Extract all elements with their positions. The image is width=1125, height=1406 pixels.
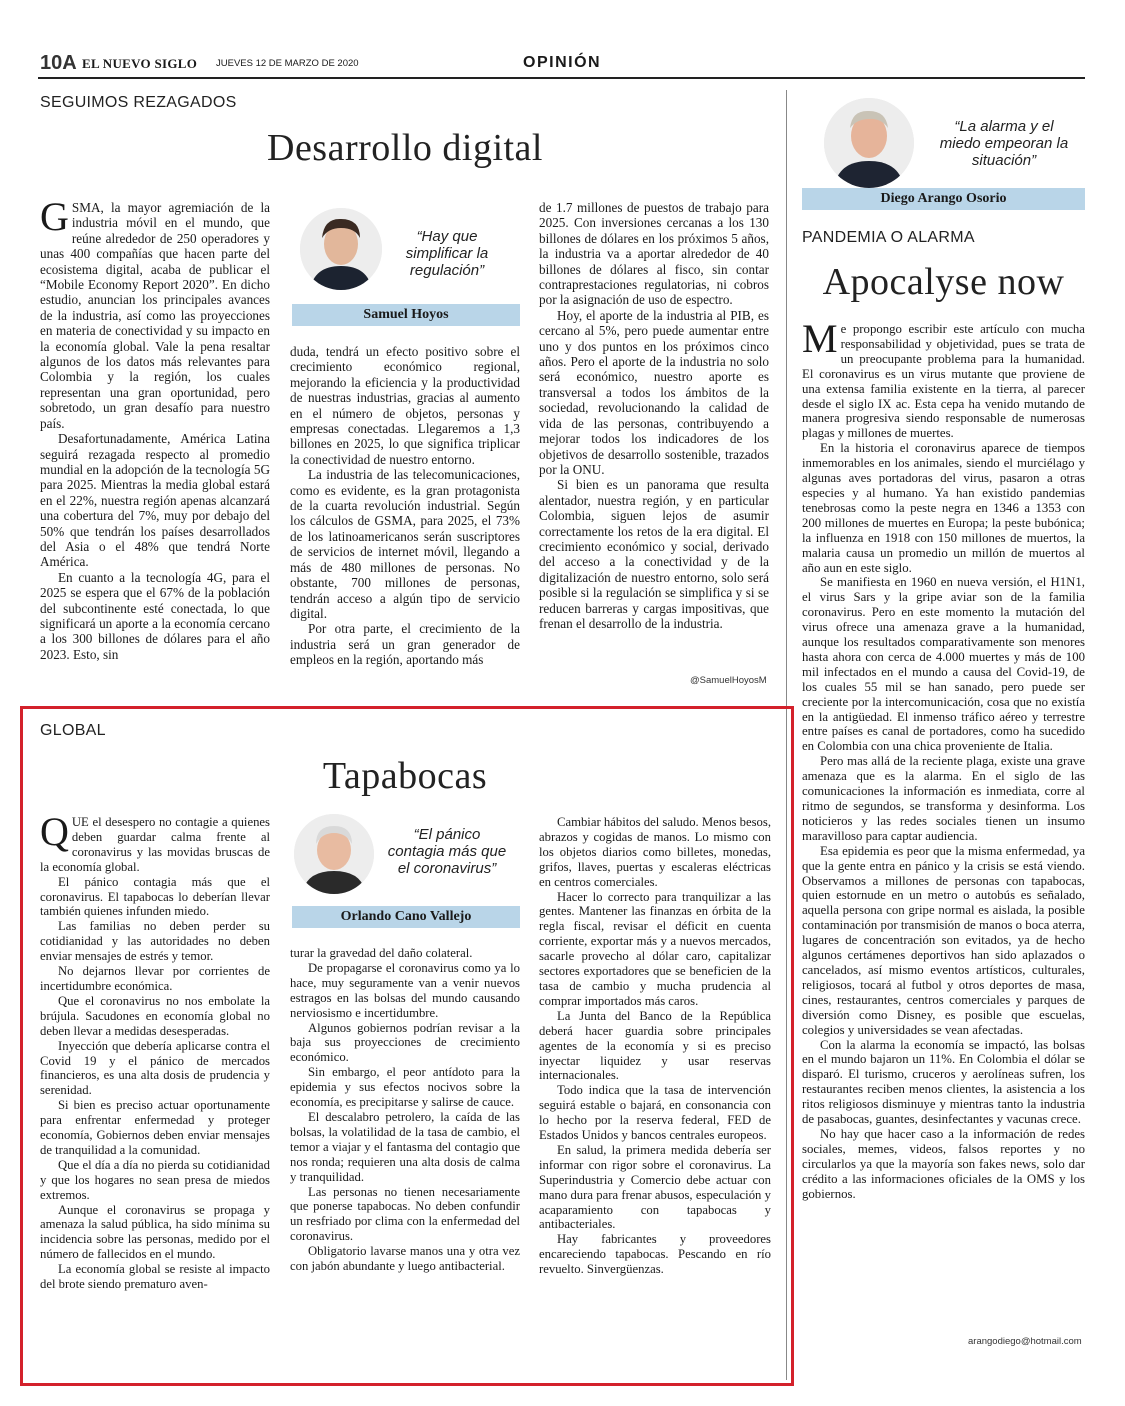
pull-quote: “Hay que simplificar la regulación” (405, 228, 489, 279)
paragraph: En cuanto a la tecnología 4G, para el 2025 se espera que el 67% de la población del subcontinente esté conectada, lo que significará un aporte a la economía cercano a los 300 billones de dólares para el año 2023. Esto, sin (40, 569, 270, 662)
author-photo (294, 814, 374, 894)
newspaper-name: EL NUEVO SIGLO (82, 56, 198, 71)
article1-col1 (40, 194, 270, 662)
article2-col1 (40, 809, 270, 1292)
paragraph: Con la alarma la economía se impactó, las bolsas en el mundo bajaron un 11%. En Colombia el dólar se disparó. El turismo, cruceros y aerolíneas sufren, los restaurantes reciben menos clientes, la asistencia a los ritos religiosos disminuye y mientras tanto la industria de pasabocas, guantes, desinfectantes y vacunas crece. (802, 1037, 1085, 1127)
paragraph: Desafortunadamente, América Latina seguirá rezagada respecto al promedio mundial en la adopción de la tecnología 5G para 2025. Mientras la media global estará en el 22%, nuestra región apenas alcanzará una cobertura del 7%, muy por debajo del 50% que tendrán los países desarrollados del Asia o el 48% que tendrá Norte América. (40, 431, 270, 570)
paragraph: No hay que hacer caso a la información de redes sociales, memes, videos, falsos reportes y no circularlos ya que la mayoría son fakes news, solo dar crédito a las informaciones oficiales de la OMS y los gobiernos. (802, 1126, 1085, 1201)
article1-col3 (539, 200, 769, 631)
paragraph: Que el coronavirus no nos embolate la brújula. Sacudones en economía global no deben llevar a medidas desesperadas. (40, 993, 270, 1038)
paragraph: Esa epidemia es peor que la misma enfermedad, ya que la gente entra en pánico y la crisis se está viendo. Observamos a millones de personas con tapabocas, quien estornude en un metro o autobús es señalado, aquella persona con gripe normal es aislada, la posible contaminación por transmisión de manos o boca aterra, lugares de concentración son evitados, ya de hecho algunos certámenes deportivos han sido aplazados o cancelados, así mismo eventos artísticos, culturales, religiosos, tocará al futbol y otros deportes de masa, cines, restaurantes, centros comerciales y parques de diversión como Disney, es posible que escuelas, colegios y universidades se vean afectadas. (802, 843, 1085, 1037)
paragraph: Hacer lo correcto para tranquilizar a las gentes. Mantener las finanzas en órbita de la regla fiscal, revisar el déficit en cuenta corriente, exportar más y a nuevos mercados, sacarle provecho al dólar caro, capitalizar sectores exportadores que se beneficien de la tasa de cambio y mucha prudencia al comprar importados más caros. (539, 889, 771, 1008)
issue-date: JUEVES 12 DE MARZO DE 2020 (216, 58, 359, 69)
paragraph: La industria de las telecomunicaciones, como es evidente, es la gran protagonista de la cuarta revolución industrial. Según los cálculos de GSMA, para 2025, el 73% de los latinoamericanos serán suscriptores de servicios de internet móvil, llegando a más de 480 millones de personas. No obstante, 700 millones de personas, tendrán acceso a algún tipo de servicio digital. (290, 467, 520, 621)
paragraph: Algunos gobiernos podrían revisar a la baja sus proyecciones de crecimiento económico. (290, 1020, 520, 1065)
pull-quote: “La alarma y el miedo empeoran la situación” (939, 118, 1069, 169)
article3-quote-box (802, 98, 1085, 210)
article1-kicker: SEGUIMOS REZAGADOS (40, 94, 237, 111)
paragraph: La Junta del Banco de la República deberá hacer guardia sobre principales agentes de la economía y si es preciso inyectar liquidez y usar reservas internacionales. (539, 1008, 771, 1083)
paragraph: Me propongo escribir este artículo con mucha responsabilidad y objetividad, pues se trata de un preocupante problema para la humanidad. El coronavirus es un virus mutante que proviene de una extensa familia existente en la tierra, al parecer desde el siglo IX ac. Esta cepa ha venido mutando de manera progresiva siendo responsable de numerosas plagas y millones de muertes. (802, 316, 1085, 441)
paragraph: No dejarnos llevar por corrientes de incertidumbre económica. (40, 964, 270, 993)
article3-signature: arangodiego@hotmail.com (968, 1336, 1082, 1347)
paragraph: turar la gravedad del daño colateral. (290, 946, 473, 960)
paragraph: duda, tendrá un efecto positivo sobre el crecimiento económico regional, mejorando la eficiencia y la productividad de nuestras industrias, gracias al aumento en el número de objetos, personas y empresas conectadas. Llegaremos a 1,3 billones en 2025, lo que significa triplicar la conectividad de nuestro entorno. (290, 344, 520, 467)
paragraph: De propagarse el coronavirus como ya lo hace, muy seguramente van a venir nuevos estragos en las bolsas del mundo causando nerviosismo e incertidumbre. (290, 960, 520, 1020)
paragraph: Las personas no tienen necesariamente que ponerse tapabocas. No deben confundir un resfriado por clima con la enfermedad del coronavirus. (290, 1184, 520, 1244)
paragraph: Cambiar hábitos del saludo. Menos besos, abrazos y cogidas de manos. Lo mismo con los objetos diarios como billetes, monedas, grifos, llaves, puertas y escaleras eléctricas en centros comerciales. (539, 815, 771, 889)
paragraph: Hoy, el aporte de la industria al PIB, es cercano al 5%, pero puede aumentar entre uno y dos puntos en los próximos cinco años. Pero el aporte de la industria no solo será económico, nuestro aporte es transversal a todos los ámbitos de la sociedad, revolucionando la calidad de vida de las personas, contribuyendo a mejorar todos los indicadores de los objetivos de desarrollo sostenible, trazados por la ONU. (539, 307, 769, 477)
article1-signature: @SamuelHoyosM (690, 675, 767, 686)
article1-quote-box (292, 206, 520, 326)
paragraph: Se manifiesta en 1960 en nueva versión, el H1N1, el virus Sars y la gripe aviar son de la familia coronavirus. Pero en este momento la mutación del virus ofrece una amenaza grave a la humanidad, aunque los resultados comparativamente son menores hasta ahora con cerca de 4.000 muertes y más de 100 mil infectados en el mundo a causa del Covid-19, de los cuales 55 mil se han sanado, pero puede ser creciente por la intercomunicación, cosa que no existía en la antigüedad. El inmenso tráfico aéreo y terrestre entre países es canal de portadores, como ha sucedido en Colombia con una chica proveniente de Italia. (802, 575, 1085, 754)
article2-kicker: GLOBAL (40, 722, 106, 739)
author-photo (300, 208, 382, 290)
paragraph: Pero mas allá de la reciente plaga, existe una grave amenaza que es la alarma. En el siglo de las comunicaciones la información es inmediata, corre al ritmo de segundos, se transforma y desinforma. Los noticieros y las redes sociales tienen un insumo maravilloso para captar audiencia. (802, 754, 1085, 843)
article2-col3 (539, 815, 771, 1277)
paragraph: Aunque el coronavirus se propaga y amenaza la salud pública, ha sido mínima su incidencia sobre las personas, medido por el número de fallecidos en el mundo. (40, 1202, 270, 1262)
paragraph: Si bien es un panorama que resulta alentador, nuestra región, y en particular Colombia, siguen lejos de asumir correctamente los retos de la era digital. El crecimiento económico y social, derivado del acceso a la conectividad y de la digitalización de nuestro entorno, solo será posible si la regulación se simplifica y si se reducen barreras y cargas impositivas, que frenan el desarrollo de la industria. (539, 477, 769, 631)
paragraph: Si bien es preciso actuar oportunamente para enfrentar enfermedad y proteger economía, Gobiernos deben enviar mensajes de tranquilidad a la comunidad. (40, 1098, 270, 1157)
article1-col2 (290, 344, 520, 668)
paragraph: El pánico contagia más que el coronavirus. El tapabocas lo deberían llevar también quienes infunden miedo. (40, 874, 270, 919)
paragraph: Hay fabricantes y proveedores encareciendo tapabocas. Pescando en río revuelto. Sinvergüenzas. (539, 1232, 771, 1277)
paragraph: Obligatorio lavarse manos una y otra vez con jabón abundante y luego antibacterial. (290, 1244, 520, 1274)
article3-kicker: PANDEMIA O ALARMA (802, 229, 975, 246)
paragraph: En salud, la primera medida debería ser informar con rigor sobre el coronavirus. La Superindustria y Comercio debe actuar con mano dura para frenar abusos, especulación y acaparamiento con tapabocas y antibacteriales. (539, 1142, 771, 1232)
page-header (40, 52, 1085, 76)
paragraph: de 1.7 millones de puestos de trabajo para 2025. Con inversiones cercanas a los 130 billones de dólares en los próximos 5 años, la industria va a aportar alrededor de 40 billones de dólares al fisco, sin contar contraprestaciones regulatorias, ni cobros por la asignación de uso de espectro. (539, 200, 769, 308)
article3-body (802, 316, 1085, 1201)
dropcap: M (802, 316, 838, 361)
paragraph: Las familias no deben perder su cotidianidad y las autoridades no deben enviar mensajes de estrés y temor. (40, 919, 270, 964)
paragraph: Todo indica que la tasa de intervención seguirá estable o bajará, en consonancia con lo hecho por la reserva federal, FED de Estados Unidos y bancos centrales europeos. (539, 1083, 771, 1143)
paragraph: Que el día a día no pierda su cotidianidad y que los hogares no sean presa de miedos extremos. (40, 1157, 270, 1202)
author-name-bar: Orlando Cano Vallejo (292, 906, 520, 928)
paragraph: En la historia el coronavirus aparece de tiempos inmemorables en los animales, siendo el murciélago y algunas aves portadoras del virus, pasaron a otras especies y al humano. Ya han existido pandemias tenebrosas como la peste negra en 1346 a 1353 con 200 millones de muertes en Europa; la peste bubónica; la influenza en 1918 con 150 millones de muertos, la malaria causa un promedio un millón de muertos al año aun en este siglo. (802, 441, 1085, 575)
header-rule (38, 77, 1085, 79)
article2-col2 (290, 946, 520, 1274)
article2-quote-box (292, 812, 520, 928)
author-photo (824, 98, 914, 188)
paragraph: Inyección que debería aplicarse contra el Covid 19 y el pánico de mercados financieros, es una alta dosis de prudencia y serenidad. (40, 1038, 270, 1098)
article2-headline: Tapabocas (322, 755, 488, 797)
dropcap: Q (40, 809, 69, 854)
author-name-bar: Samuel Hoyos (292, 304, 520, 326)
paragraph: GSMA, la mayor agremiación de la industria móvil en el mundo, que reúne alrededor de 250 operadores y unas 400 compañías que hacen parte del ecosistema digital, acaba de publicar el “Mobile Economy Report 2020”. En dicho estudio, anuncian los principales avances de la industria, así como las proyecciones en materia de conectividad y su impacto en la economía global. Vale la pena resaltar algunos de los datos más relevantes para Colombia y la región, los cuales representan una gran oportunidad, pero sobretodo, un gran desafío para nuestro país. (40, 194, 270, 431)
paragraph: Por otra parte, el crecimiento de la industria será un gran generador de empleos en la región, aportando más (290, 621, 520, 668)
dropcap: G (40, 194, 69, 239)
paragraph: Sin embargo, el peor antídoto para la epidemia y sus efectos nocivos sobre la economía, es precipitarse y salirse de cauce. (290, 1065, 520, 1110)
page-number: 10A (40, 52, 77, 74)
section-name: OPINIÓN (523, 54, 602, 71)
article3-headline: Apocalyse now (822, 261, 1065, 303)
paragraph: El descalabro petrolero, la caída de las bolsas, la volatilidad de la tasa de cambio, el temor a viajar y el fantasma del contagio que nos ronda; requieren una alta dosis de calma y tranquilidad. (290, 1109, 520, 1184)
article1-headline: Desarrollo digital (267, 127, 543, 169)
paragraph: La economía global se resiste al impacto del brote siendo prematuro aven- (40, 1262, 270, 1292)
pull-quote: “El pánico contagia más que el coronavirus” (387, 826, 507, 877)
author-name-bar: Diego Arango Osorio (802, 188, 1085, 210)
paragraph: QUE el desespero no contagie a quienes deben guardar calma frente al coronavirus y las movidas bruscas de la economía global. (40, 809, 270, 874)
